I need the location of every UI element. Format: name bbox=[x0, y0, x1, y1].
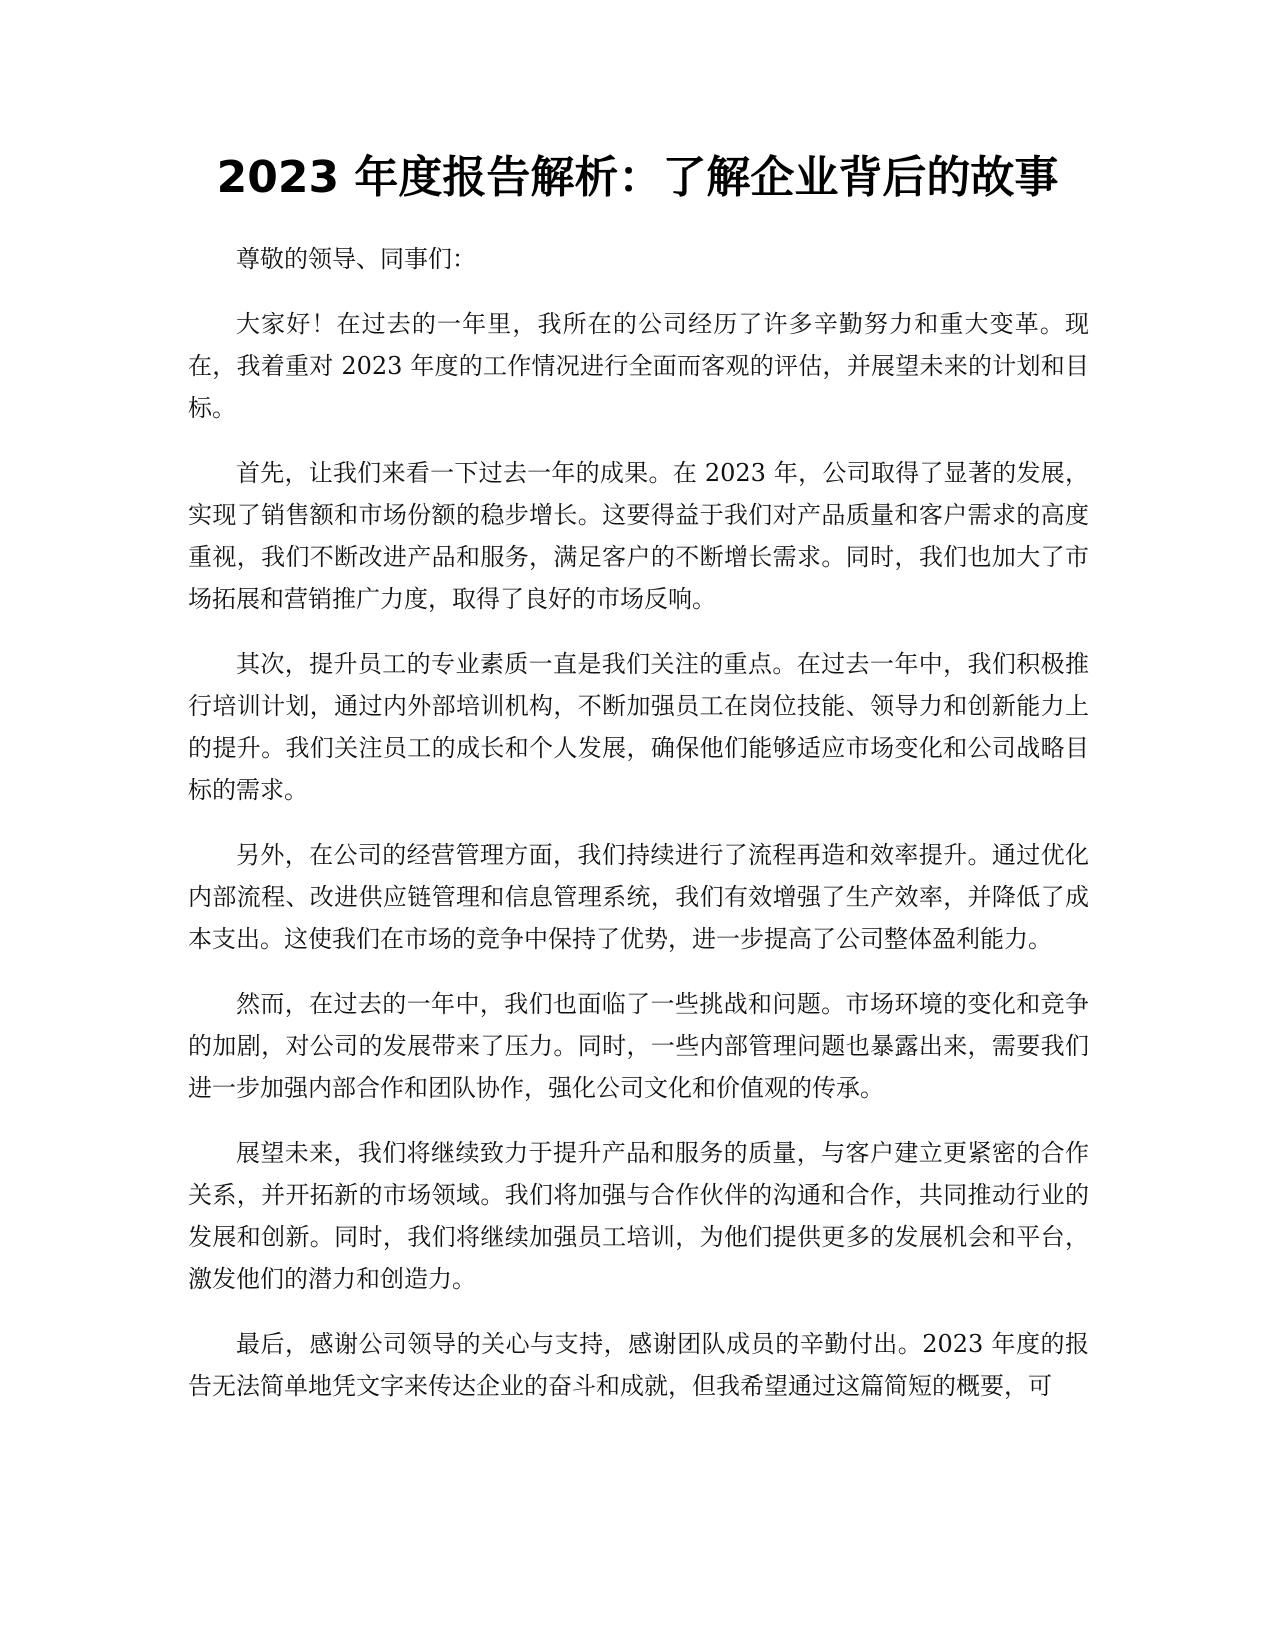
paragraph-achievements: 首先，让我们来看一下过去一年的成果。在 2023 年，公司取得了显著的发展，实现了销售额和市场份额的稳步增长。这要得益于我们对产品质量和客户需求的高度重视，我们不断改进产品和服务，满足客户的不断增长需求。同时，我们也加大了市场拓展和营销推广力度，取得了良好的市场反响。 bbox=[188, 459, 1089, 613]
document-body bbox=[188, 238, 1089, 1430]
paragraph-challenges: 然而，在过去的一年中，我们也面临了一些挑战和问题。市场环境的变化和竞争的加剧，对公司的发展带来了压力。同时，一些内部管理问题也暴露出来，需要我们进一步加强内部合作和团队协作，强化公司文化和价值观的传承。 bbox=[188, 990, 1089, 1102]
salutation: 尊敬的领导、同事们： bbox=[236, 245, 476, 273]
paragraph-closing: 最后，感谢公司领导的关心与支持，感谢团队成员的辛勤付出。2023 年度的报告无法简单地凭文字来传达企业的奋斗和成就，但我希望通过这篇简短的概要，可 bbox=[188, 1330, 1089, 1400]
paragraph-outlook: 展望未来，我们将继续致力于提升产品和服务的质量，与客户建立更紧密的合作关系，并开拓新的市场领域。我们将加强与合作伙伴的沟通和合作，共同推动行业的发展和创新。同时，我们将继续加强员工培训，为他们提供更多的发展机会和平台，激发他们的潜力和创造力。 bbox=[188, 1139, 1089, 1293]
document-title: 2023 年度报告解析：了解企业背后的故事 bbox=[216, 152, 1059, 203]
paragraph-greeting: 大家好！在过去的一年里，我所在的公司经历了许多辛勤努力和重大变革。现在，我着重对 2023 年度的工作情况进行全面而客观的评估，并展望未来的计划和目标。 bbox=[188, 310, 1089, 422]
paragraph-staff-training: 其次，提升员工的专业素质一直是我们关注的重点。在过去一年中，我们积极推行培训计划，通过内外部培训机构，不断加强员工在岗位技能、领导力和创新能力上的提升。我们关注员工的成长和个人发展，确保他们能够适应市场变化和公司战略目标的需求。 bbox=[188, 650, 1089, 804]
paragraph-management: 另外，在公司的经营管理方面，我们持续进行了流程再造和效率提升。通过优化内部流程、改进供应链管理和信息管理系统，我们有效增强了生产效率，并降低了成本支出。这使我们在市场的竞争中保持了优势，进一步提高了公司整体盈利能力。 bbox=[188, 841, 1089, 953]
